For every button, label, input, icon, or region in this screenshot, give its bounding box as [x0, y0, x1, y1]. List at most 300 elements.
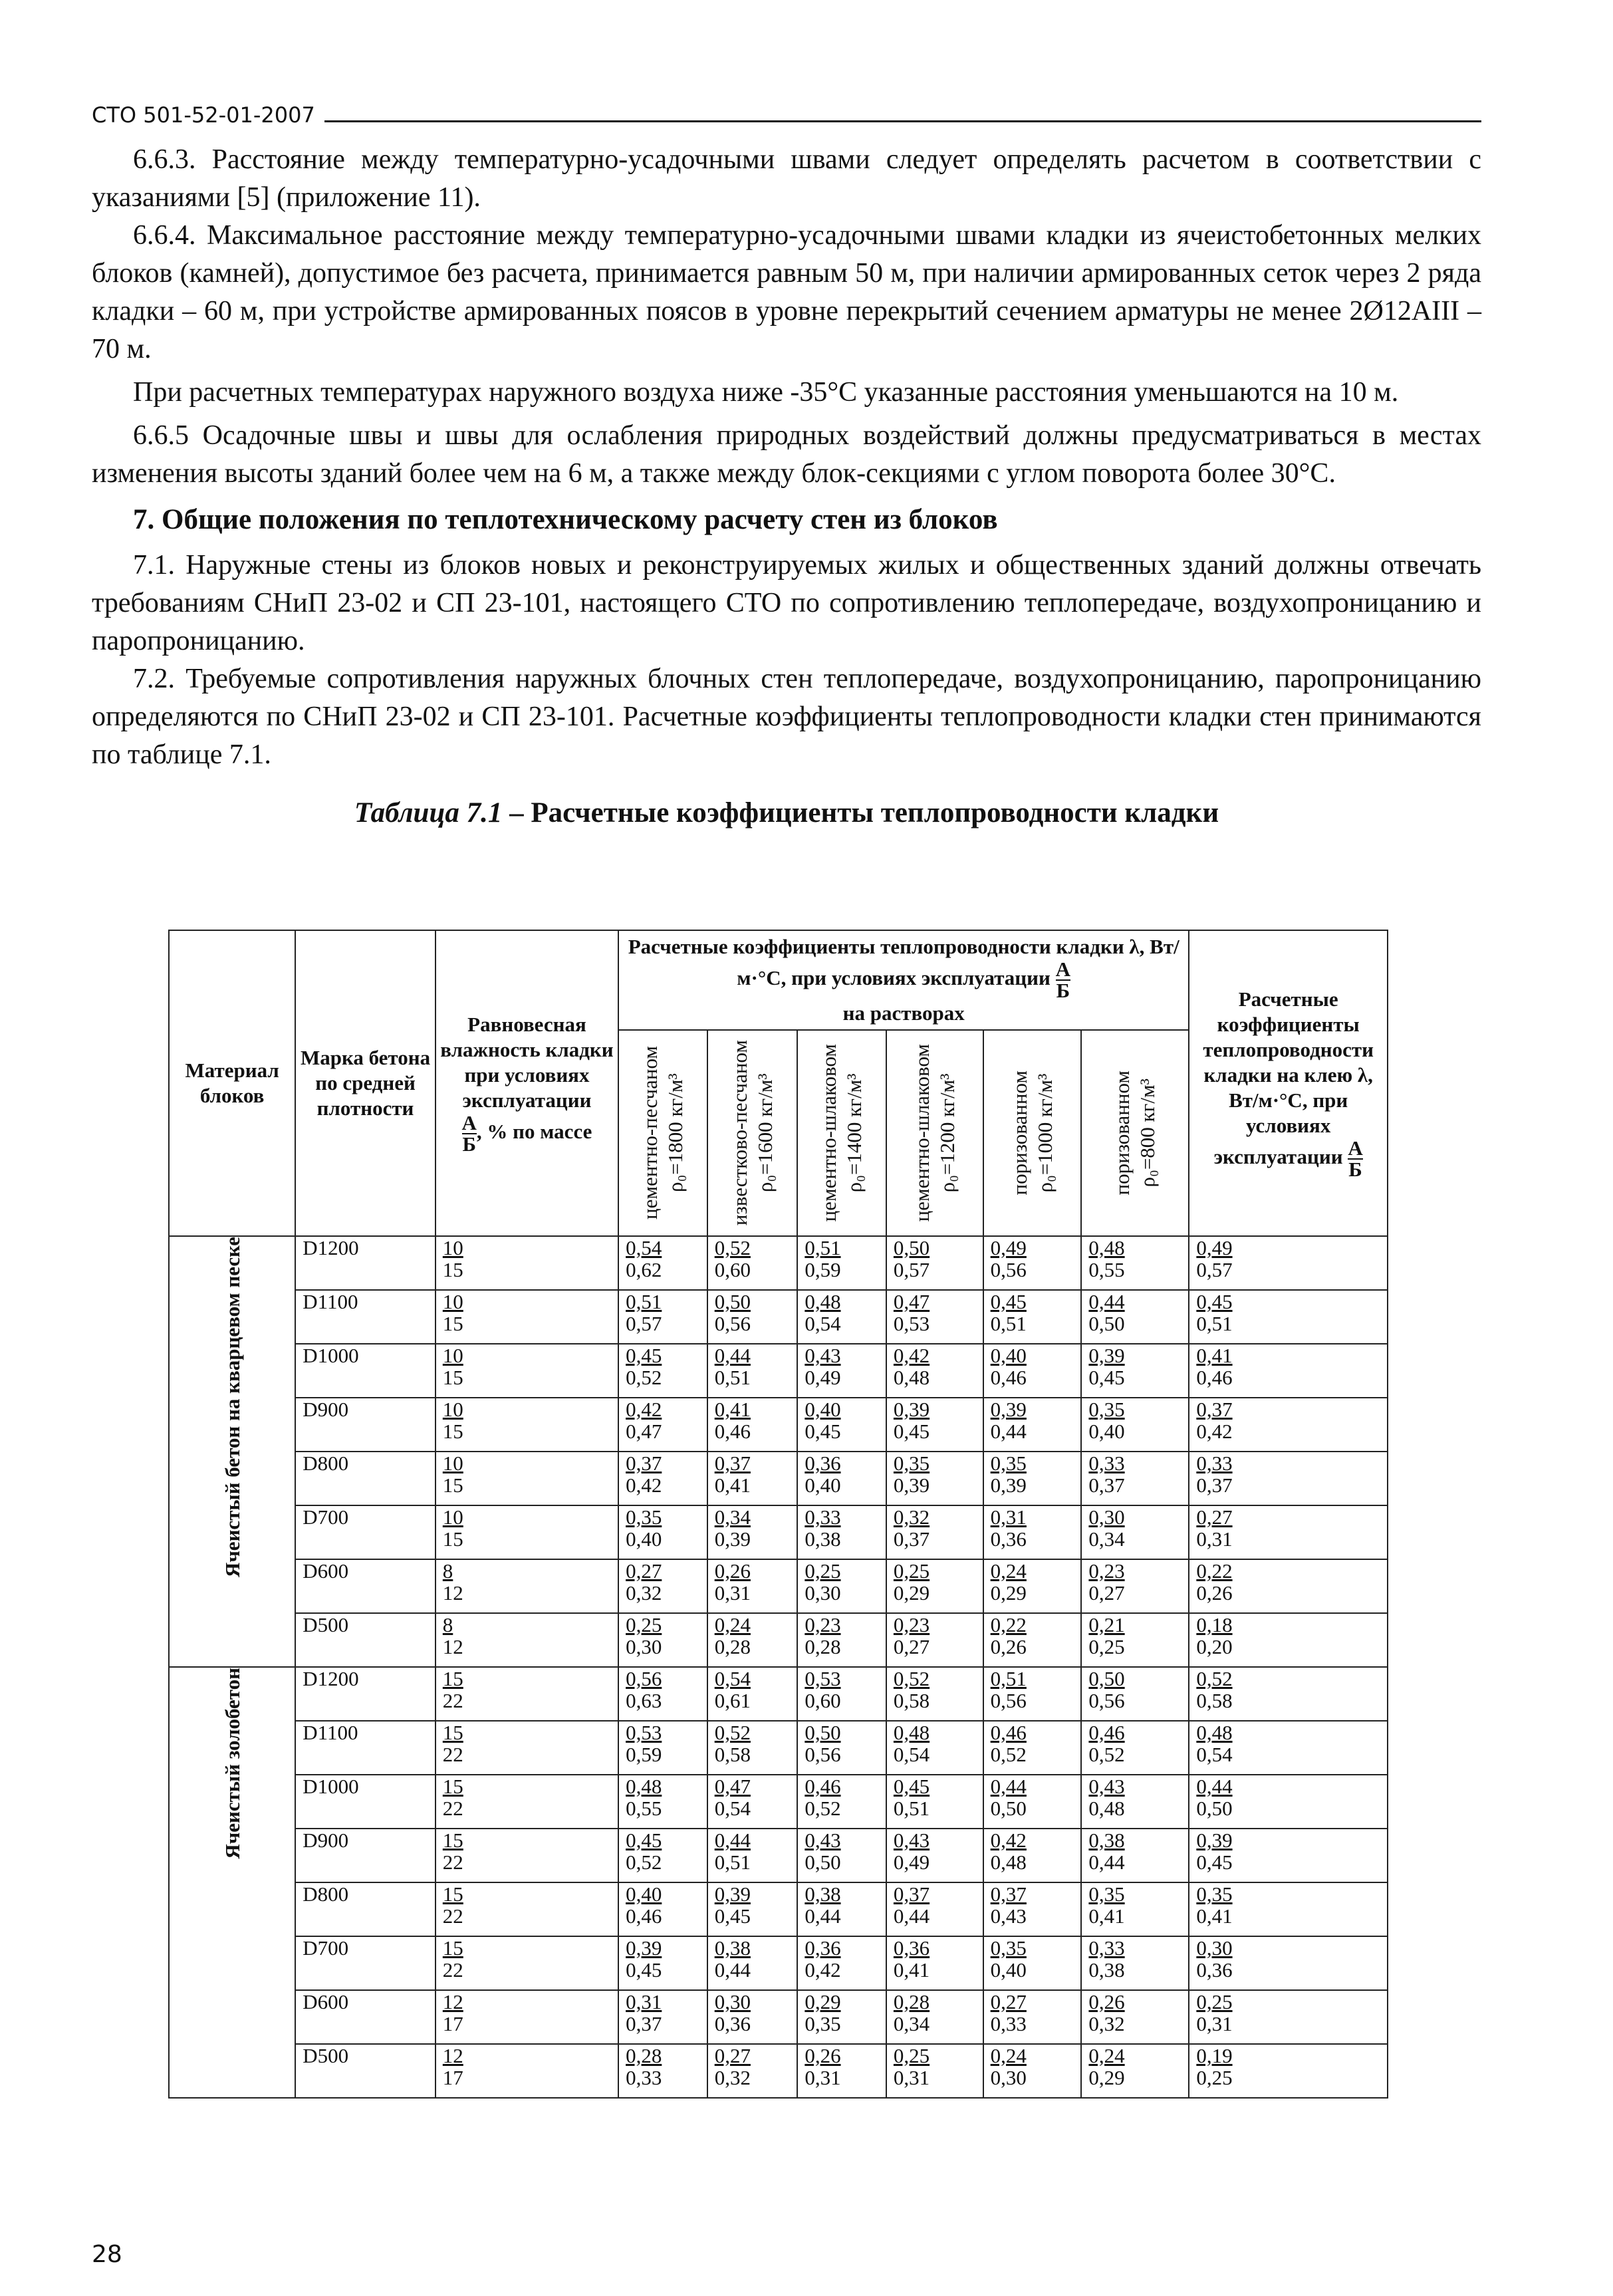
value-b: 0,46 [990, 1366, 1027, 1389]
value-a: 0,18 [1196, 1613, 1233, 1636]
value-a: 0,27 [990, 1990, 1027, 2013]
value-cell [707, 1990, 798, 2044]
value-b: 0,31 [714, 1581, 751, 1604]
table-caption [92, 794, 1481, 832]
value-b: 0,56 [1088, 1689, 1125, 1712]
value-a: 0,50 [805, 1721, 841, 1744]
value-a: 8 [442, 1559, 453, 1583]
value-a: 0,36 [805, 1452, 841, 1475]
value-cell [983, 1613, 1082, 1667]
value-cell [983, 1290, 1082, 1344]
value-a: 0,40 [805, 1398, 841, 1421]
value-b: 0,40 [1088, 1420, 1125, 1443]
value-b: 0,27 [893, 1635, 930, 1658]
value-cell [797, 1613, 886, 1667]
value-b: 0,56 [805, 1743, 841, 1766]
value-b: 0,29 [893, 1581, 930, 1604]
value-b: 0,39 [893, 1473, 930, 1497]
value-cell [983, 1721, 1082, 1775]
material-group-cell [169, 1667, 295, 2098]
value-b: 0,41 [1196, 1904, 1233, 1928]
value-b: 0,25 [1196, 2066, 1233, 2089]
value-b: 0,37 [893, 1527, 930, 1551]
value-a: 15 [442, 1936, 463, 1960]
value-cell [1189, 1613, 1388, 1667]
value-b: 0,52 [626, 1850, 662, 1874]
value-cell [1189, 2044, 1388, 2098]
value-a: 0,35 [990, 1936, 1027, 1960]
value-b: 0,44 [893, 1904, 930, 1928]
value-b: 0,46 [626, 1904, 662, 1928]
value-b: 0,36 [1196, 1958, 1233, 1981]
value-b: 0,32 [626, 1581, 662, 1604]
value-b: 0,39 [990, 1473, 1027, 1497]
value-b: 15 [442, 1366, 463, 1389]
grade-cell: D900 [295, 1398, 435, 1452]
value-b: 0,42 [805, 1958, 841, 1981]
value-a: 0,30 [714, 1990, 751, 2013]
value-b: 0,59 [805, 1258, 841, 1281]
value-a: 0,19 [1196, 2044, 1233, 2067]
value-b: 0,41 [1088, 1904, 1125, 1928]
value-cell [618, 1505, 707, 1559]
value-cell [618, 2044, 707, 2098]
value-a: 10 [442, 1290, 463, 1313]
value-cell [435, 1452, 618, 1505]
value-cell [1081, 1398, 1189, 1452]
table-row [169, 1775, 1388, 1829]
value-cell [886, 1829, 983, 1882]
value-cell [618, 1236, 707, 1290]
header-material: Материал блоков [169, 930, 295, 1236]
value-b: 0,56 [714, 1312, 751, 1335]
table-caption-text: – Расчетные коэффициенты теплопроводности кладки [502, 797, 1219, 829]
value-cell [435, 1398, 618, 1452]
value-b: 0,43 [990, 1904, 1027, 1928]
value-cell [707, 1452, 798, 1505]
value-a: 0,52 [714, 1721, 751, 1744]
value-a: 0,54 [626, 1236, 662, 1259]
value-a: 0,37 [1196, 1398, 1233, 1421]
value-a: 0,41 [714, 1398, 751, 1421]
value-a: 0,39 [990, 1398, 1027, 1421]
value-a: 0,45 [626, 1344, 662, 1367]
value-cell [797, 1990, 886, 2044]
grade-cell: D600 [295, 1559, 435, 1613]
mortar-header [983, 1030, 1082, 1236]
value-b: 0,45 [893, 1420, 930, 1443]
mortar-density: ρ₀=1600 кг/м³ [753, 1073, 777, 1193]
value-a: 0,33 [1088, 1452, 1125, 1475]
value-a: 0,22 [1196, 1559, 1233, 1583]
value-cell [886, 1936, 983, 1990]
mortar-header [797, 1030, 886, 1236]
value-b: 15 [442, 1312, 463, 1335]
value-cell [435, 1721, 618, 1775]
value-cell [1189, 1452, 1388, 1505]
value-cell [797, 1667, 886, 1721]
value-b: 0,36 [990, 1527, 1027, 1551]
value-cell [1189, 1936, 1388, 1990]
value-a: 0,44 [714, 1829, 751, 1852]
value-b: 0,55 [1088, 1258, 1125, 1281]
value-cell [1081, 1829, 1189, 1882]
value-cell [797, 1559, 886, 1613]
value-a: 0,35 [990, 1452, 1027, 1475]
value-cell [707, 1775, 798, 1829]
value-b: 0,60 [805, 1689, 841, 1712]
value-a: 0,38 [805, 1882, 841, 1906]
value-b: 0,61 [714, 1689, 751, 1712]
grade-cell: D700 [295, 1505, 435, 1559]
value-b: 0,54 [893, 1743, 930, 1766]
value-a: 0,48 [893, 1721, 930, 1744]
value-cell [983, 1775, 1082, 1829]
value-cell [983, 1505, 1082, 1559]
value-b: 22 [442, 1850, 463, 1874]
value-cell [1189, 1721, 1388, 1775]
value-a: 0,24 [714, 1613, 751, 1636]
value-cell [707, 1398, 798, 1452]
value-cell [797, 1936, 886, 1990]
value-a: 0,51 [990, 1667, 1027, 1690]
value-a: 12 [442, 2044, 463, 2067]
value-b: 0,51 [714, 1366, 751, 1389]
value-a: 0,50 [893, 1236, 930, 1259]
value-cell [983, 1344, 1082, 1398]
value-b: 12 [442, 1581, 463, 1604]
grade-cell: D1000 [295, 1775, 435, 1829]
header-moisture: Равновесная влажность кладки при условиях эксплуатации $\frac{А}{Б}$ , % по массе [435, 930, 618, 1236]
table-row [169, 1613, 1388, 1667]
value-b: 0,40 [990, 1958, 1027, 1981]
value-cell [1081, 1452, 1189, 1505]
value-cell [797, 1775, 886, 1829]
value-b: 22 [442, 1958, 463, 1981]
value-cell [886, 1236, 983, 1290]
value-a: 0,24 [990, 2044, 1027, 2067]
value-b: 0,44 [990, 1420, 1027, 1443]
value-b: 17 [442, 2066, 463, 2089]
grade-cell: D500 [295, 2044, 435, 2098]
value-cell [1081, 1667, 1189, 1721]
value-b: 0,51 [1196, 1312, 1233, 1335]
value-cell [1081, 1559, 1189, 1613]
value-b: 0,45 [714, 1904, 751, 1928]
fraction-ab: $\frac{А}{Б}$ [1348, 1136, 1363, 1181]
grade-cell: D800 [295, 1452, 435, 1505]
mortar-name: цементно-шлаковом [817, 1044, 841, 1222]
value-cell [435, 1236, 618, 1290]
table-caption-label: Таблица 7.1 [354, 797, 503, 829]
grade-cell: D1000 [295, 1344, 435, 1398]
value-cell [797, 1721, 886, 1775]
grade-cell: D1100 [295, 1721, 435, 1775]
value-cell [886, 1559, 983, 1613]
value-b: 0,51 [714, 1850, 751, 1874]
value-a: 0,42 [626, 1398, 662, 1421]
value-cell [435, 1936, 618, 1990]
value-b: 0,41 [893, 1958, 930, 1981]
value-cell [983, 1882, 1082, 1936]
value-b: 0,32 [1088, 2012, 1125, 2035]
value-cell [1189, 1667, 1388, 1721]
mortar-header [618, 1030, 707, 1236]
value-b: 0,32 [714, 2066, 751, 2089]
value-b: 22 [442, 1689, 463, 1712]
value-b: 0,42 [626, 1473, 662, 1497]
value-b: 0,31 [1196, 2012, 1233, 2035]
table-row [169, 1236, 1388, 1290]
value-b: 22 [442, 1904, 463, 1928]
value-a: 8 [442, 1613, 453, 1636]
value-cell [435, 1775, 618, 1829]
value-b: 0,63 [626, 1689, 662, 1712]
value-cell [886, 1667, 983, 1721]
value-a: 0,30 [1196, 1936, 1233, 1960]
value-a: 0,43 [805, 1829, 841, 1852]
value-a: 0,35 [1088, 1882, 1125, 1906]
value-a: 15 [442, 1667, 463, 1690]
value-cell [1081, 1936, 1189, 1990]
value-a: 0,46 [990, 1721, 1027, 1744]
value-a: 0,53 [626, 1721, 662, 1744]
value-cell [1189, 1236, 1388, 1290]
value-b: 0,56 [990, 1258, 1027, 1281]
paragraph: 6.6.4. Максимальное расстояние между температурно-усадочными швами кладки из ячеистобетонных мелких блоков (камней), допустимое без расчета, принимается равным 50 м, при наличии армированных сеток через 2 ряда кладки – 60 м, при устройстве армированных поясов в уровне перекрытий сечением арматуры не менее 2Ø12АIII – 70 м. [92, 220, 1481, 364]
value-b: 17 [442, 2012, 463, 2035]
value-b: 0,20 [1196, 1635, 1233, 1658]
value-a: 0,43 [1088, 1775, 1125, 1798]
value-b: 0,52 [1088, 1743, 1125, 1766]
value-a: 0,31 [626, 1990, 662, 2013]
value-b: 0,55 [626, 1797, 662, 1820]
value-cell [797, 1398, 886, 1452]
paragraph: 6.6.3. Расстояние между температурно-усадочными швами следует определять расчетом в соответствии с указаниями [5] (приложение 11). [92, 144, 1481, 213]
value-cell [707, 1559, 798, 1613]
value-b: 0,42 [1196, 1420, 1233, 1443]
value-a: 0,32 [893, 1505, 930, 1529]
value-a: 0,45 [893, 1775, 930, 1798]
value-b: 0,40 [805, 1473, 841, 1497]
value-cell [886, 1721, 983, 1775]
value-cell [797, 1452, 886, 1505]
table-row [169, 2044, 1388, 2098]
value-b: 0,46 [1196, 1366, 1233, 1389]
value-cell [886, 1613, 983, 1667]
value-a: 0,44 [1196, 1775, 1233, 1798]
value-b: 0,49 [805, 1366, 841, 1389]
value-b: 0,40 [626, 1527, 662, 1551]
value-a: 15 [442, 1721, 463, 1744]
grade-cell: D800 [295, 1882, 435, 1936]
value-a: 0,37 [626, 1452, 662, 1475]
value-a: 0,26 [805, 2044, 841, 2067]
value-a: 0,35 [893, 1452, 930, 1475]
value-cell [435, 1990, 618, 2044]
value-cell [435, 1667, 618, 1721]
value-a: 0,26 [714, 1559, 751, 1583]
value-a: 0,35 [1088, 1398, 1125, 1421]
material-group-label: Ячеистый золобетон [220, 1668, 244, 1859]
value-a: 0,37 [714, 1452, 751, 1475]
table-row [169, 1398, 1388, 1452]
value-a: 0,35 [1196, 1882, 1233, 1906]
table-row [169, 1290, 1388, 1344]
value-a: 12 [442, 1990, 463, 2013]
value-b: 0,37 [1088, 1473, 1125, 1497]
mortar-density: ρ₀=1000 кг/м³ [1033, 1073, 1056, 1193]
value-a: 0,42 [990, 1829, 1027, 1852]
table-row [169, 1452, 1388, 1505]
value-cell [886, 1290, 983, 1344]
value-cell [1189, 1829, 1388, 1882]
table-row [169, 1990, 1388, 2044]
value-b: 0,57 [626, 1312, 662, 1335]
header-grade: Марка бетона по средней плотности [295, 930, 435, 1236]
value-a: 0,23 [893, 1613, 930, 1636]
mortar-name: поризованном [1007, 1071, 1031, 1196]
value-a: 15 [442, 1882, 463, 1906]
value-a: 0,48 [805, 1290, 841, 1313]
value-a: 0,44 [990, 1775, 1027, 1798]
mortar-density: ρ₀=1200 кг/м³ [935, 1073, 959, 1193]
fraction-ab: $\frac{А}{Б}$ [1055, 957, 1071, 1002]
table-row [169, 1829, 1388, 1882]
value-b: 0,58 [893, 1689, 930, 1712]
value-a: 0,30 [1088, 1505, 1125, 1529]
value-b: 0,28 [805, 1635, 841, 1658]
value-a: 10 [442, 1398, 463, 1421]
value-a: 0,24 [1088, 2044, 1125, 2067]
mortar-name: цементно-песчаном [638, 1046, 662, 1220]
value-a: 0,24 [990, 1559, 1027, 1583]
value-b: 0,26 [990, 1635, 1027, 1658]
value-a: 0,33 [1088, 1936, 1125, 1960]
value-a: 0,45 [990, 1290, 1027, 1313]
value-b: 15 [442, 1527, 463, 1551]
value-a: 0,34 [714, 1505, 751, 1529]
value-cell [435, 1613, 618, 1667]
value-b: 0,45 [1088, 1366, 1125, 1389]
paragraph: 6.6.5 Осадочные швы и швы для ослабления природных воздействий должны предусматриваться в местах изменения высоты зданий более чем на 6 м, а также между блок-секциями с углом поворота более 30°С. [92, 420, 1481, 489]
value-cell [618, 1452, 707, 1505]
value-a: 0,39 [893, 1398, 930, 1421]
value-a: 0,48 [1088, 1236, 1125, 1259]
value-cell [435, 2044, 618, 2098]
mortar-header [1081, 1030, 1189, 1236]
value-a: 0,39 [714, 1882, 751, 1906]
value-a: 0,54 [714, 1667, 751, 1690]
value-cell [1081, 1882, 1189, 1936]
value-b: 15 [442, 1473, 463, 1497]
value-cell [707, 2044, 798, 2098]
value-cell [1189, 1398, 1388, 1452]
value-cell [886, 1452, 983, 1505]
value-a: 0,28 [626, 2044, 662, 2067]
value-b: 0,51 [893, 1797, 930, 1820]
value-a: 0,51 [626, 1290, 662, 1313]
value-b: 0,35 [805, 2012, 841, 2035]
grade-cell: D600 [295, 1990, 435, 2044]
mortar-density: ρ₀=1400 кг/м³ [842, 1073, 866, 1193]
value-cell [1189, 1775, 1388, 1829]
value-a: 0,50 [714, 1290, 751, 1313]
value-b: 0,38 [805, 1527, 841, 1551]
running-header [92, 100, 1481, 128]
value-b: 0,33 [990, 2012, 1027, 2035]
value-cell [886, 1505, 983, 1559]
value-b: 0,57 [893, 1258, 930, 1281]
value-b: 0,29 [1088, 2066, 1125, 2089]
value-cell [618, 1667, 707, 1721]
value-a: 0,43 [805, 1344, 841, 1367]
value-a: 0,40 [990, 1344, 1027, 1367]
value-cell [1081, 1990, 1189, 2044]
value-b: 0,59 [626, 1743, 662, 1766]
value-cell [435, 1829, 618, 1882]
value-cell [618, 1829, 707, 1882]
value-b: 12 [442, 1635, 463, 1658]
value-a: 0,53 [805, 1667, 841, 1690]
grade-cell: D500 [295, 1613, 435, 1667]
value-a: 0,50 [1088, 1667, 1125, 1690]
value-b: 0,45 [1196, 1850, 1233, 1874]
value-b: 0,30 [626, 1635, 662, 1658]
value-cell [983, 1398, 1082, 1452]
table-row [169, 1344, 1388, 1398]
value-a: 0,29 [805, 1990, 841, 2013]
value-a: 10 [442, 1236, 463, 1259]
paragraph: При расчетных температурах наружного воздуха ниже -35°С указанные расстояния уменьшаются на 10 м. [133, 377, 1399, 408]
header-mortar-group: Расчетные коэффициенты теплопроводности кладки λ, Вт/м·°С, при условиях эксплуатации $\frac{А}{Б}$ на растворах [618, 930, 1189, 1030]
value-cell [886, 1398, 983, 1452]
value-b: 0,50 [1088, 1312, 1125, 1335]
value-b: 0,50 [990, 1797, 1027, 1820]
value-a: 0,52 [893, 1667, 930, 1690]
grade-cell: D1100 [295, 1290, 435, 1344]
value-a: 0,46 [1088, 1721, 1125, 1744]
value-cell [707, 1236, 798, 1290]
value-b: 0,30 [990, 2066, 1027, 2089]
value-cell [707, 1882, 798, 1936]
value-cell [1189, 1882, 1388, 1936]
value-cell [707, 1344, 798, 1398]
value-a: 0,27 [714, 2044, 751, 2067]
value-cell [983, 1829, 1082, 1882]
grade-cell: D900 [295, 1829, 435, 1882]
value-cell [707, 1667, 798, 1721]
value-a: 0,46 [805, 1775, 841, 1798]
value-a: 0,31 [990, 1505, 1027, 1529]
value-a: 0,44 [1088, 1290, 1125, 1313]
value-b: 22 [442, 1797, 463, 1820]
table-row [169, 1505, 1388, 1559]
value-a: 0,47 [714, 1775, 751, 1798]
value-cell [618, 1775, 707, 1829]
value-a: 0,49 [1196, 1236, 1233, 1259]
value-cell [886, 1775, 983, 1829]
value-b: 0,48 [893, 1366, 930, 1389]
value-a: 0,39 [626, 1936, 662, 1960]
value-cell [1081, 1236, 1189, 1290]
paragraph: 7.1. Наружные стены из блоков новых и реконструируемых жилых и общественных зданий должны отвечать требованиям СНиП 23-02 и СП 23-101, настоящего СТО по сопротивлению теплопередаче, воздухопроницанию и паропроницанию. [92, 550, 1481, 656]
value-cell [886, 2044, 983, 2098]
header-glue: Расчетные коэффициенты теплопроводности кладки на клею λ, Вт/м·°С, при условиях эксплуатации $\frac{А}{Б}$ [1189, 930, 1388, 1236]
value-b: 0,54 [714, 1797, 751, 1820]
value-a: 0,27 [626, 1559, 662, 1583]
value-cell [618, 1721, 707, 1775]
